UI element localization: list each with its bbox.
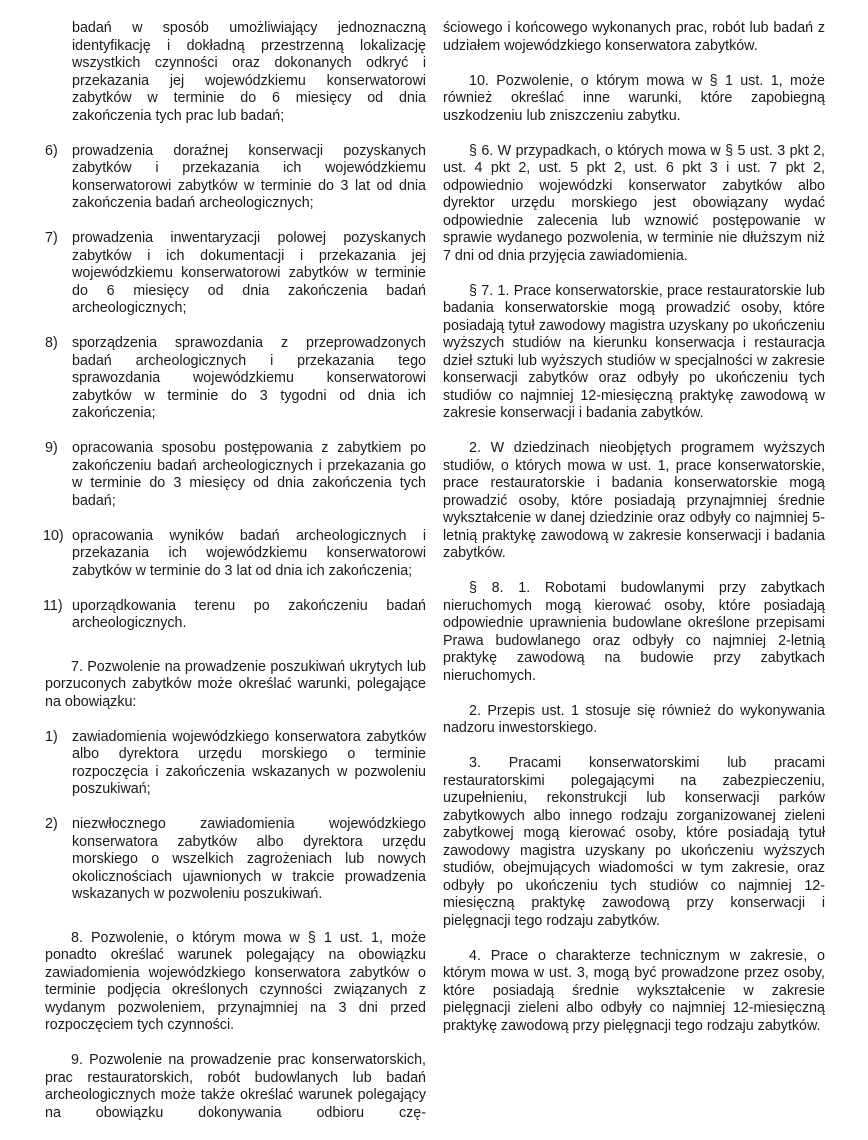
list-item-text: prowadzenia inwentaryzacji polowej pozyskanych zabytków i ich dokumentacji i przekazania jej wojewódzkiemu konserwatorowi zabytków w terminie do 6 miesięcy od dnia zakończenia badań archeologicznych; xyxy=(72,230,426,316)
list-item-text: opracowania sposobu postępowania z zabytkiem po zakończeniu badań archeologicznych i przekazania go w terminie do 3 miesięcy od dnia zakończenia tych badań; xyxy=(72,440,426,509)
paragraph-10: 10. Pozwolenie, o którym mowa w § 1 ust. 1, może również określać inne warunki, które zapobiegną uszkodzeniu lub zniszczeniu zabytku. xyxy=(443,72,825,124)
list-item xyxy=(45,143,426,213)
continuation-paragraph: badań w sposób umożliwiający jednoznaczną identyfikację i dokładną przestrzenną lokalizację wszystkich czynności oraz dokonanych odkryć i przekazania jej wojewódzkiemu konserwatorowi zabytków w terminie do 6 miesięcy od dnia zakończenia tych prac lub badań; xyxy=(72,20,426,124)
list-number: 2) xyxy=(45,816,58,832)
section-8-3: 3. Pracami konserwatorskimi lub pracami restauratorskimi polegającymi na zabezpieczeniu, uzupełnieniu, rekonstrukcji lub konserwacji parków zabytkowych albo innego rodzaju zorganizowanej zieleni zabytkowej mogą kierować osoby, które posiadają tytuł zawodowy magistra uzyskany po ukończeniu wyższych studiów, obejmujących wiadomości w tym zakresie, oraz odbyły po ukończeniu tych studiów co najmniej 12-miesięczną praktykę zawodową przy konserwacji i pielęgnacji tego rodzaju zabytków. xyxy=(443,755,825,929)
list-number: 8) xyxy=(45,335,58,351)
list-item-text: opracowania wyników badań archeologicznych i przekazania ich wojewódzkiemu konserwatorowi zabytków w terminie do 3 lat od dnia ich zakończenia; xyxy=(72,527,426,579)
list-number: 6) xyxy=(45,142,58,159)
list-item-text: niezwłocznego zawiadomienia wojewódzkiego konserwatora zabytków albo dyrektora urzędu morskiego o wszelkich zagrożeniach lub nowych okolicznościach ujawnionych w trakcie prowadzenia wskazanych w pozwoleniu poszukiwań. xyxy=(72,816,426,902)
list-item xyxy=(45,440,426,510)
right-column xyxy=(443,20,825,1053)
list-number: 9) xyxy=(45,440,58,456)
list-item xyxy=(45,729,426,799)
section-8-4: 4. Prace o charakterze technicznym w zakresie, o którym mowa w ust. 3, mogą być prowadzone przez osoby, które posiadają średnie wykształcenie w zakresie pielęgnacji zieleni albo odbyły co najmniej 12-miesięczną praktykę zawodową przy pielęgnacji tego rodzaju zabytków. xyxy=(443,947,825,1034)
list-item xyxy=(45,335,426,423)
list-item-text: zawiadomienia wojewódzkiego konserwatora zabytków albo dyrektora urzędu morskiego o terminie rozpoczęcia i zakończenia wskazanych w pozwoleniu poszukiwań; xyxy=(72,728,426,797)
left-column xyxy=(45,20,426,1140)
list-item xyxy=(45,598,426,633)
list-number: 11) xyxy=(43,597,63,614)
paragraph-9: 9. Pozwolenie na prowadzenie prac konserwatorskich, prac restauratorskich, robót budowlanych lub badań archeologicznych może także określać warunek polegający na obowiązku dokonywania odbioru czę- xyxy=(45,1052,426,1121)
section-7-1: § 7. 1. Prace konserwatorskie, prace restauratorskie lub badania konserwatorskie mogą prowadzić osoby, które posiadają tytuł zawodowy magistra uzyskany po ukończeniu wyższych studiów na kierunku konserwacja i restauracja dzieł sztuki lub wyższych studiów w specjalności w zakresie konserwacji zabytków oraz odbyły po ukończeniu tych studiów co najmniej 12-miesięczną praktykę zawodową w zakresie konserwacji i badania zabytków. xyxy=(443,282,825,421)
list-item-text: prowadzenia doraźnej konserwacji pozyskanych zabytków i przekazania ich wojewódzkiemu konserwatorowi zabytków w terminie do 3 lat od dnia zakończenia badań archeologicznych; xyxy=(72,142,426,211)
list-number: 1) xyxy=(45,728,58,745)
list-number: 7) xyxy=(45,230,58,246)
continuation-paragraph: ściowego i końcowego wykonanych prac, robót lub badań z udziałem wojewódzkiego konserwatora zabytków. xyxy=(443,20,825,54)
section-8-1: § 8. 1. Robotami budowlanymi przy zabytkach nieruchomych mogą kierować osoby, które posiadają odpowiednie uprawnienia budowlane określone przepisami Prawa budowlanego oraz odbyły co najmniej 2-letnią praktykę zawodową na budowie przy zabytkach nieruchomych. xyxy=(443,580,825,684)
section-8-2: 2. Przepis ust. 1 stosuje się również do wykonywania nadzoru inwestorskiego. xyxy=(443,702,825,736)
list-item xyxy=(45,816,426,904)
list-number: 10) xyxy=(43,527,64,544)
list-item-text: sporządzenia sprawozdania z przeprowadzonych badań archeologicznych i przekazania tego sprawozdania wojewódzkiemu konserwatorowi zabytków w terminie do 3 tygodni od dnia ich zakończenia; xyxy=(72,335,426,421)
list-item xyxy=(45,528,426,581)
section-7-2: 2. W dziedzinach nieobjętych programem wyższych studiów, o których mowa w ust. 1, prace konserwatorskie, prace restauratorskie i badania konserwatorskie mogą prowadzić osoby, które posiadają przynajmniej średnie wykształcenie w danej dziedzinie oraz odbyły co najmniej 5-letnią praktykę zawodową w zakresie konserwacji i badania zabytków. xyxy=(443,440,825,561)
section-6: § 6. W przypadkach, o których mowa w § 5 ust. 3 pkt 2, ust. 4 pkt 2, ust. 5 pkt 2, ust. 6 pkt 3 i ust. 7 pkt 2, odpowiednio wojewódzki konserwator zabytków albo dyrektor urzędu morskiego jest obowiązany wydać odpowiednie zalecenia lub wznowić postępowanie w sprawie wydanego pozwolenia, w terminie nie dłuższym niż 7 dni od dnia przyjęcia zawiadomienia. xyxy=(443,142,825,264)
paragraph-7: 7. Pozwolenie na prowadzenie poszukiwań ukrytych lub porzuconych zabytków może określać warunki, polegające na obowiązku: xyxy=(45,658,426,710)
list-item-text: uporządkowania terenu po zakończeniu badań archeologicznych. xyxy=(72,597,426,631)
list-item xyxy=(45,230,426,318)
paragraph-8: 8. Pozwolenie, o którym mowa w § 1 ust. 1, może ponadto określać warunek polegający na obowiązku zawiadomienia wojewódzkiego konserwatora zabytków o terminie podjęcia określonych czynności związanych z wydanym pozwoleniem, przynajmniej na 3 dni przed rozpoczęciem tych czynności. xyxy=(45,929,426,1033)
